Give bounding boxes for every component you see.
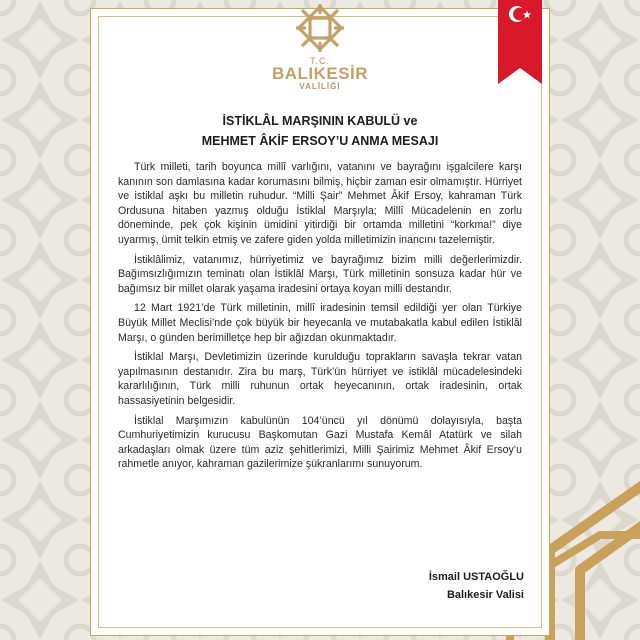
paragraph: İstiklal Marşımızın kabulünün 104’üncü yıl dönümü dolayısıyla, başta Cumhuriyetimizin kurucusu Başkomutan Gazi Mustafa Kemâl Atatürk ve silah arkadaşları olmak üzere tüm aziz şehitlerimizi, Milli Şairimiz Mehmet Âkif Ersoy’u rahmetle anıyor, kahraman gazilerimize şükranlarımı sunuyorum. [118,414,522,471]
paragraph: 12 Mart 1921’de Türk milletinin, millî iradesinin temsil edildiği yer olan Türkiye Büyük Millet Meclisi’nde çok büyük bir heyecanla ve mutabakatla kabul edilen İstiklâl Marşı, o günden berimilletçe hep bir ağızdan okunmaktadır. [118,302,522,344]
logo-tc-label: T.C. [309,56,330,66]
paragraph: Türk milleti, tarih boyunca millî varlığını, vatanını ve bayrağını işgalcilere karşı kanının son damlasına kadar korumasını bilmiş, hiçbir zaman esir olmamıştır. Hürriyet ve istiklal aşkı bu milletin ruhudur. “Milli Şair” Mehmet Âkif Ersoy, kahraman Türk Ordusuna hitaben yazmış olduğu İstiklal Marşıyla; Millî Mücadelenin en zorlu döneminde, pek çok kişinin ümidini yitirdiği bir ortamda milletini “korkma!” diye uyarmış, ümit telkin etmiş ve zafere giden yolda milletimizin inancını tazelemiştir. [118,161,522,246]
paragraph: İstiklal Marşı, Devletimizin üzerinde kurulduğu toprakların savaşla tekrar vatan yapılmasının destanıdır. Zira bu marş, Türk’ün hürriyet ve istiklâl mücadelesindeki kararlılığının, Türk milli ruhunun ortak heyecanının, ortak iradesinin, ortak hassasiyetinin belgesidir. [118,351,522,407]
signatory-title: Balıkesir Valisi [446,589,524,601]
governorship-logo [270,0,370,100]
paragraph: İstiklâlimiz, vatanımız, hürriyetimiz ve bayrağımız bizim milli değerlerimizdir. Bağımsızlığımızın teminatı olan İstiklâl Marşı, Türk milletinin sonsuza kadar hür ve bağımsız bir millet olarak yaşama iradesini ortaya koyan milli destandır. [118,253,522,295]
knot-ornament-icon [290,2,350,58]
signature-block [300,568,524,604]
page-title [100,111,540,151]
title-line-1: İSTİKLÂL MARŞININ KABULÜ ve [222,114,418,128]
logo-city-name: BALIKESİR [271,64,369,83]
logo-subtitle: VALİLİĞİ [299,82,341,91]
message-body [118,160,522,477]
title-line-2: MEHMET ÂKİF ERSOY’U ANMA MESAJI [201,134,439,148]
turkish-flag-icon [498,0,542,84]
signatory-name: İsmail USTAOĞLU [428,571,524,583]
